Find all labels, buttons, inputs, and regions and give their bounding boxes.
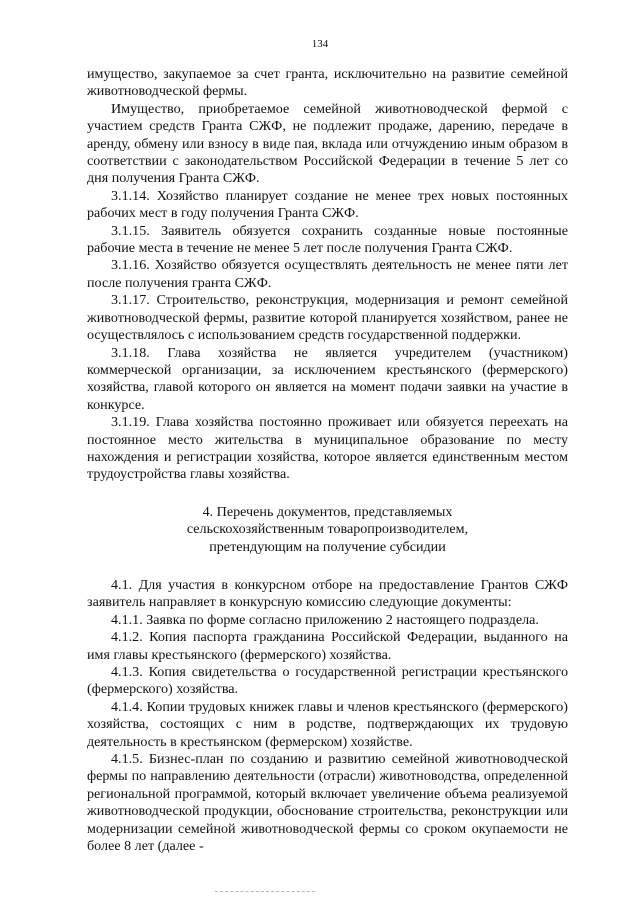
section-title-line-1: 4. Перечень документов, представляемых: [202, 503, 453, 520]
clause-4-1-1: 4.1.1. Заявка по форме согласно приложению 2 настоящего подраздела.: [111, 611, 539, 628]
clause-3-1-17: 3.1.17. Строительство, реконструкция, модернизация и ремонт семейной животноводческой фермы, развитие которой планируется хозяйством, ранее не осуществлялось с использованием средств государственной поддержки.: [87, 292, 568, 344]
clause-4-1-3: 4.1.3. Копия свидетельства о государственной регистрации крестьянского (фермерского) хозяйства.: [87, 664, 568, 698]
page-number: 134: [311, 38, 329, 50]
clause-3-1-15: 3.1.15. Заявитель обязуется сохранить созданные новые постоянные рабочие места в течение не менее 5 лет после получения Гранта СЖФ.: [87, 222, 568, 257]
clause-3-1-19: 3.1.19. Глава хозяйства постоянно проживает или обязуется переехать на постоянное место жительства в муниципальное образование по месту нахождения и регистрации хозяйства, которое является единственным местом трудоустройства главы хозяйства.: [87, 414, 568, 483]
clause-3-1-14: 3.1.14. Хозяйство планирует создание не менее трех новых постоянных рабочих мест в году получения Гранта СЖФ.: [87, 187, 568, 222]
footer-divider: [215, 891, 315, 892]
section-title: [87, 504, 568, 556]
paragraph-continuation: имущество, закупаемое за счет гранта, исключительно на развитие семейной животноводческой фермы.: [87, 66, 568, 100]
clause-4-1-4: 4.1.4. Копии трудовых книжек главы и членов крестьянского (фермерского) хозяйства, состоящих с ним в родстве, подтверждающих их трудовую деятельность в крестьянском (фермерском) хозяйстве.: [87, 698, 568, 750]
section-title-line-2: сельскохозяйственным товаропроизводителем,: [186, 521, 469, 538]
clause-4-1-5: 4.1.5. Бизнес-план по созданию и развитию семейной животноводческой фермы по направлению деятельности (отрасли) животноводства, определенной региональной программой, который включает увеличение объема реализуемой животноводческой продукции, обоснование строительства, реконструкции или модернизации семейной животноводческой фермы со сроком окупаемости не более 8 лет (далее -: [87, 751, 568, 855]
clause-3-1-16: 3.1.16. Хозяйство обязуется осуществлять деятельность не менее пяти лет после получения гранта СЖФ.: [87, 257, 568, 291]
section-title-line-3: претендующим на получение субсидии: [209, 538, 446, 555]
paragraph-property-restriction: Имущество, приобретаемое семейной животноводческой фермой с участием средств Гранта СЖФ, не подлежит продаже, дарению, передаче в аренду, обмену или взносу в виде пая, вклада или отчуждению иным образом в соответствии с законодательством Российской Федерации в течение 5 лет со дня получения Гранта СЖФ.: [87, 100, 568, 187]
clause-3-1-18: 3.1.18. Глава хозяйства не является учредителем (участником) коммерческой организации, за исключением крестьянского (фермерского) хозяйства, главой которого он является на момент подачи заявки на участие в конкурсе.: [87, 344, 568, 413]
document-body: [87, 66, 568, 855]
clause-4-1-2: 4.1.2. Копия паспорта гражданина Российской Федерации, выданного на имя главы крестьянского (фермерского) хозяйства.: [87, 629, 568, 663]
clause-4-1: 4.1. Для участия в конкурсном отборе на предоставление Грантов СЖФ заявитель направляет в конкурсную комиссию следующие документы:: [87, 576, 568, 611]
